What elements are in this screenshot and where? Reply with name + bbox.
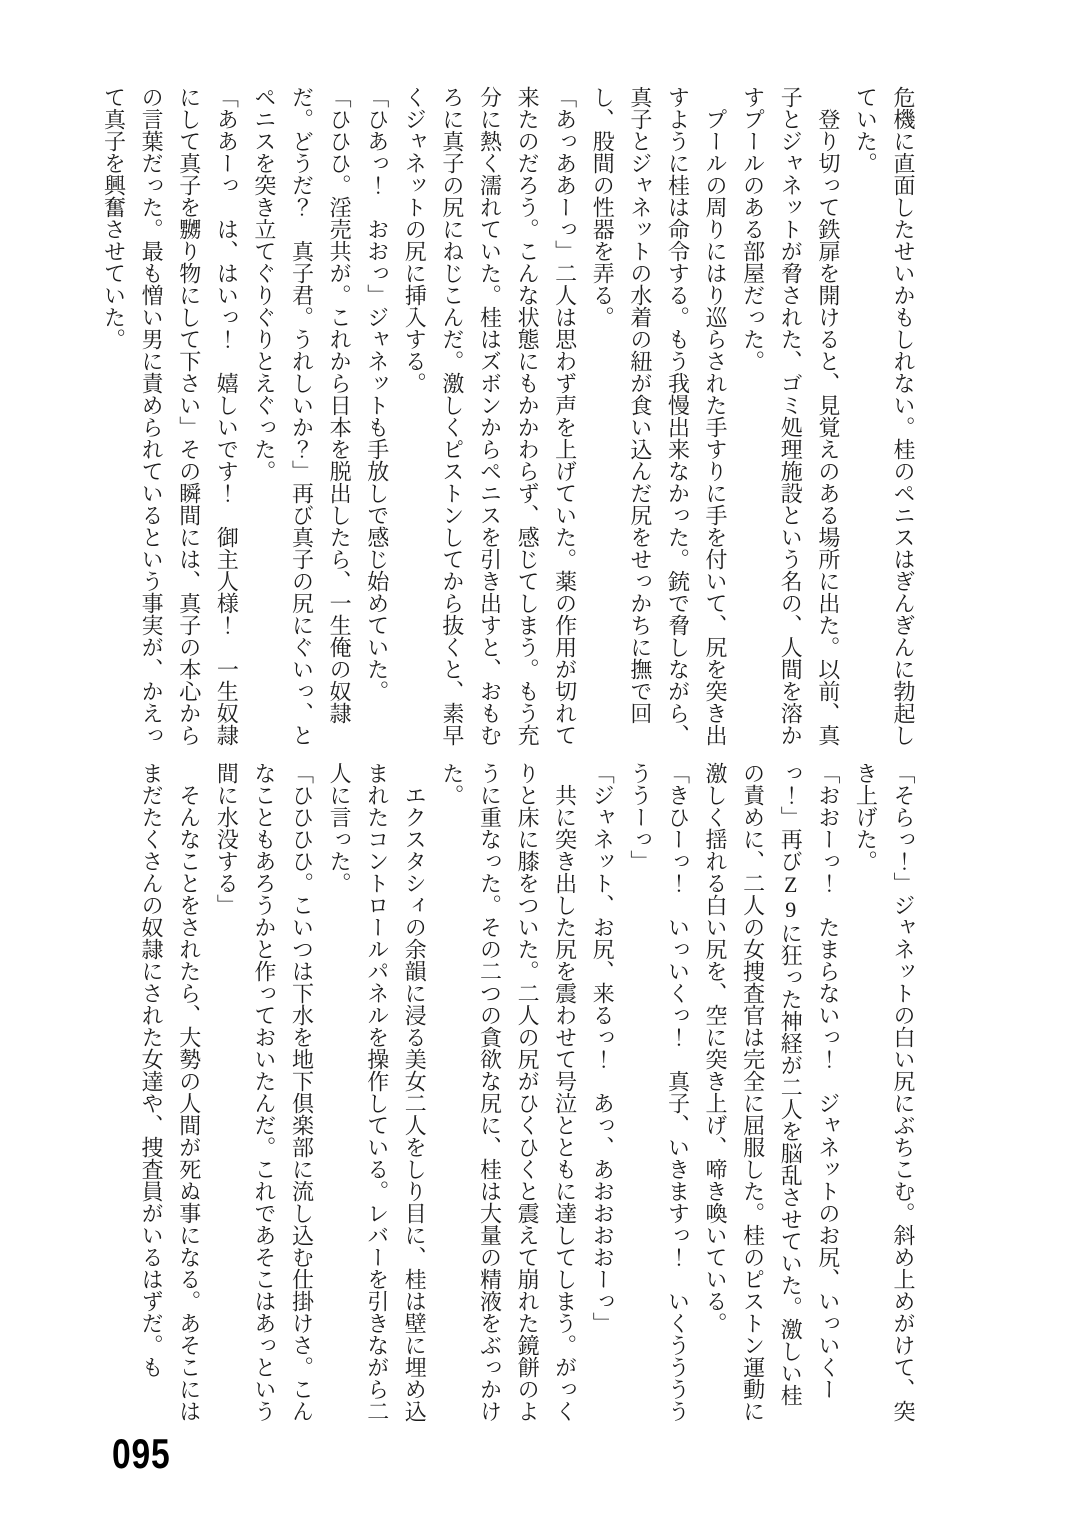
paragraph: エクスタシィの余韻に浸る美女二人をしり目に、桂は壁に埋め込まれたコントロールパネルを操作している。レバーを引きながら二人に言った。 (327, 762, 428, 1422)
paragraph: 「そらっ！」ジャネットの白い尻にぶちこむ。斜め上めがけて、突き上げた。 (853, 762, 916, 1422)
paragraph: 「おおーっ！ たまらないっ！ ジャネットのお尻、いっいくーっ！」再びZ9に狂った神経が二人を脳乱させていた。激しい桂の責めに、二人の女捜査官は完全に屈服した。桂のピストン運動に激しく揺れる白い尻を、空に突き上げ、啼き喚いている。 (703, 762, 841, 1422)
text-block-top (95, 86, 922, 746)
paragraph: 「きひーっ！ いっいくっ！ 真子、いきますっ！ いくううううううーっ」 (627, 762, 691, 1422)
paragraph: 「あっああーっ」二人は思わず声を上げていた。薬の作用が切れて来たのだろう。こんな状態にもかかわらず、感じてしまう。もう充分に熱く濡れていた。桂はズボンからペニスを引き出すと、おもむろに真子の尻にねじこんだ。激しくピストンしてから抜くと、素早くジャネットの尻に挿入する。 (402, 86, 578, 746)
paragraph: 「ジャネット、お尻、来るっ！ あっ、あおおおおーっ」 (590, 762, 616, 1334)
paragraph: 「ひひひ。淫売共が。これから日本を脱出したら、一生俺の奴隷だ。どうだ？ 真子君。うれしいか？」再び真子の尻にぐいっ、とペニスを突き立てぐりぐりとえぐった。 (251, 86, 353, 746)
text-block-bottom (133, 762, 922, 1422)
paragraph: そんなことをされたら、大勢の人間が死ぬ事になる。あそこにはまだたくさんの奴隷にされた女達や、捜査員がいるはずだ。も (139, 762, 202, 1422)
paragraph: 「ひあっ！ おおっ」ジャネットも手放しで感じ始めていた。 (364, 86, 390, 702)
paragraph: 登り切って鉄扉を開けると、見覚えのある場所に出た。以前、真子とジャネットが脅された、ゴミ処理施設という名の、人間を溶かすプールのある部屋だった。 (740, 86, 841, 746)
page-number: 095 (112, 1430, 171, 1477)
paragraph: 「ああーっ は、はいっ！ 嬉しいです！ 御主人様！ 一生奴隷にして真子を嬲り物にして下さい」その瞬間には、真子の本心からの言葉だった。最も憎い男に責められているという事実が、かえって真子を興奮させていた。 (101, 86, 240, 746)
paragraph: 危機に直面したせいかもしれない。桂のペニスはぎんぎんに勃起していた。 (853, 86, 916, 746)
paragraph: 「ひひひひ。こいつは下水を地下倶楽部に流し込む仕掛けさ。こんなこともあろうかと作っておいたんだ。これであそこはあっという間に水没する」 (214, 762, 315, 1422)
paragraph: 共に突き出した尻を震わせて号泣とともに達してしまう。がっくりと床に膝をついた。二人の尻がひくひくと震えて崩れた鏡餅のように重なった。その二つの貪欲な尻に、桂は大量の精液をぶっかけた。 (439, 762, 578, 1422)
paragraph: プールの周りにはり巡らされた手すりに手を付いて、尻を突き出すように桂は命令する。もう我慢出来なかった。銃で脅しながら、真子とジャネットの水着の紐が食い込んだ尻をせっかちに撫で回し、股間の性器を弄る。 (590, 86, 729, 746)
